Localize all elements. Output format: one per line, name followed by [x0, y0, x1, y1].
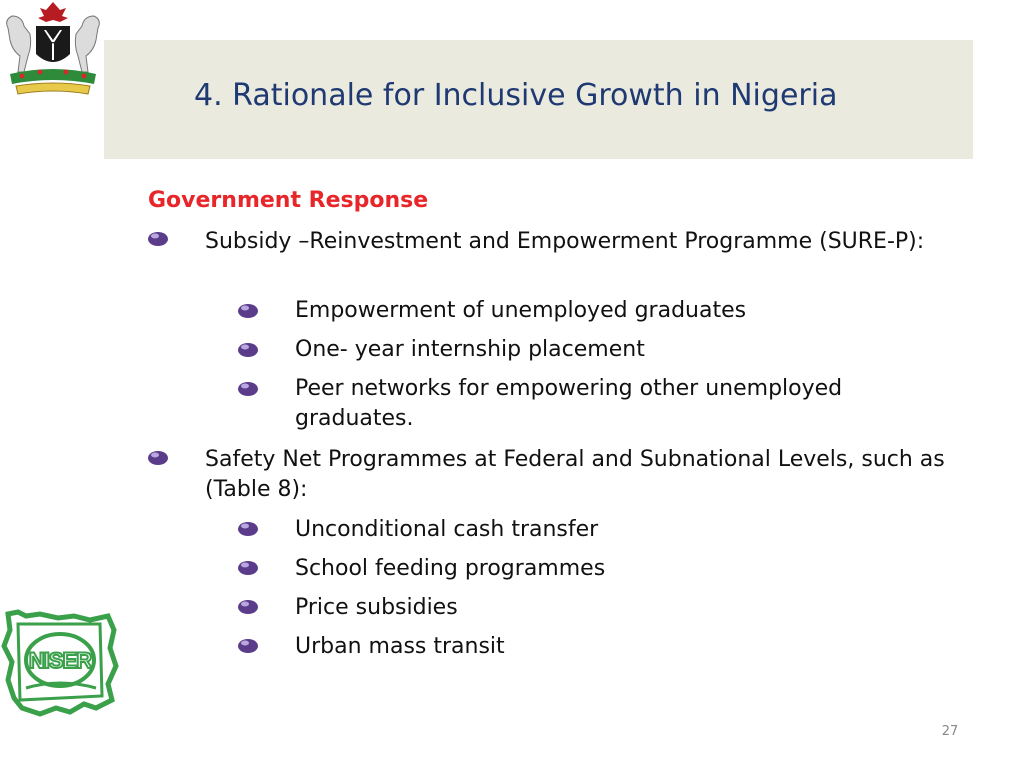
- svg-text:NISER: NISER: [28, 648, 92, 673]
- sub-bullet-item: Unconditional cash transfer: [295, 517, 599, 542]
- bullet-icon: [147, 450, 169, 466]
- sub-bullet-icon: [237, 521, 259, 537]
- page-number: 27: [941, 724, 959, 739]
- sub-bullet-item: One- year internship placement: [295, 337, 645, 362]
- section-heading: Government Response: [148, 188, 429, 213]
- sub-bullet-item: Urban mass transit: [295, 634, 505, 659]
- sub-bullet-item: Peer networks for empowering other unemployed graduates.: [295, 376, 843, 431]
- sub-bullet-icon: [237, 638, 259, 654]
- sub-bullet-icon: [237, 381, 259, 397]
- slide-title: 4. Rationale for Inclusive Growth in Nigeria: [194, 78, 838, 113]
- sub-bullet-item: Empowerment of unemployed graduates: [295, 298, 747, 323]
- bullet-item: Safety Net Programmes at Federal and Subnational Levels, such as (Table 8):: [205, 447, 945, 502]
- bullet-icon: [147, 231, 169, 247]
- sub-bullet-icon: [237, 342, 259, 358]
- sub-bullet-icon: [237, 599, 259, 615]
- bullet-item: Subsidy –Reinvestment and Empowerment Programme (SURE-P):: [205, 229, 925, 254]
- sub-bullet-item: School feeding programmes: [295, 556, 606, 581]
- sub-bullet-icon: [237, 303, 259, 319]
- niser-logo-icon: [0, 608, 120, 720]
- sub-bullet-icon: [237, 560, 259, 576]
- sub-bullet-item: Price subsidies: [295, 595, 458, 620]
